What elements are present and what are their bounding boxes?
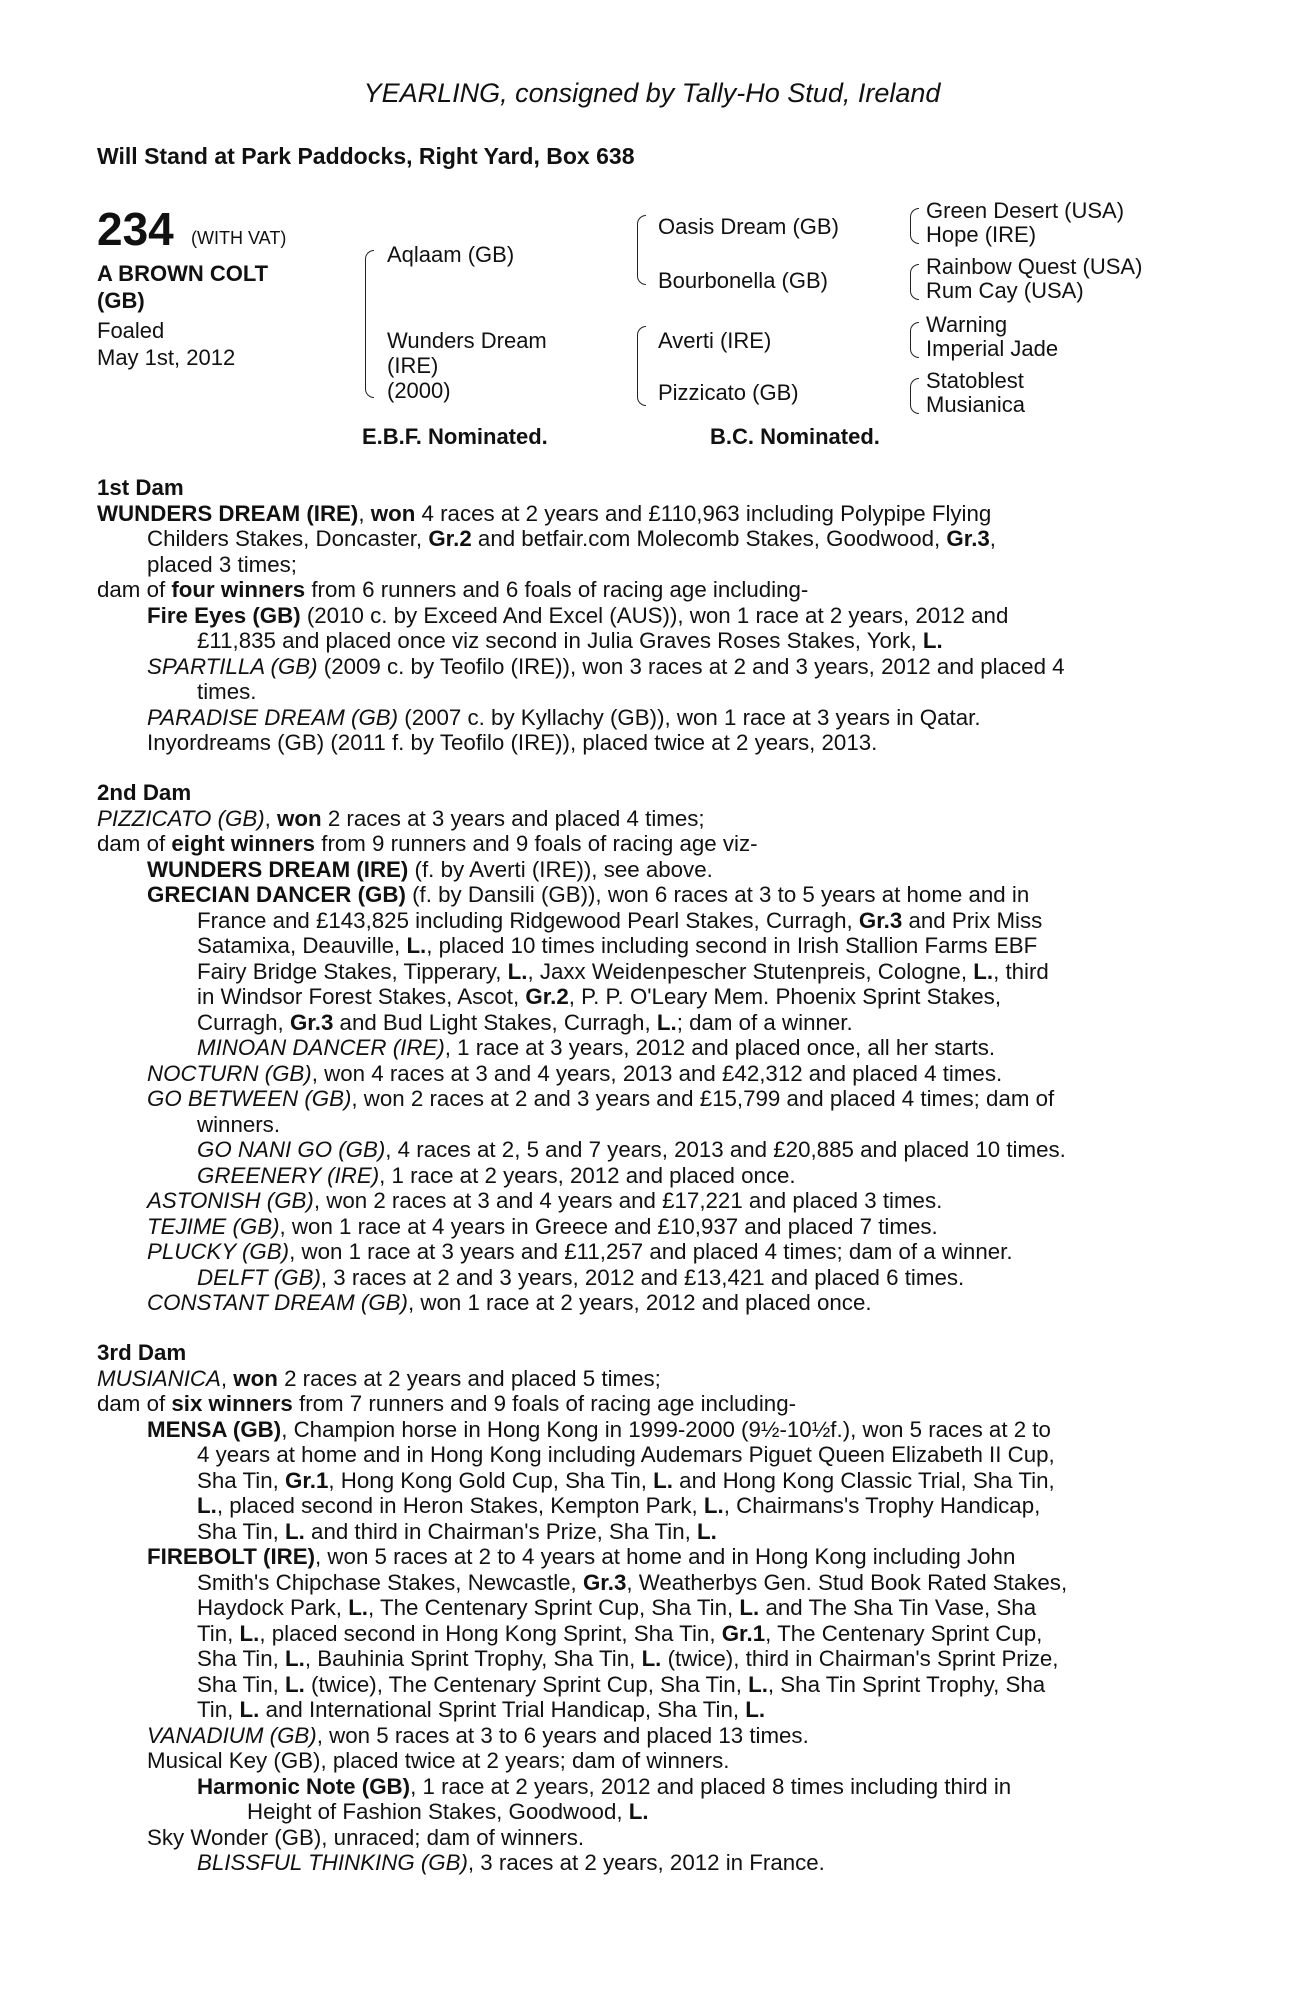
- first-dam-line: PARADISE DREAM (GB) (2007 c. by Kyllachy (GB)), won 1 race at 3 years in Qatar.: [147, 704, 981, 730]
- second-dam-line: ASTONISH (GB), won 2 races at 3 and 4 years and £17,221 and placed 3 times.: [147, 1188, 943, 1213]
- second-dam-line: winners.: [197, 1111, 281, 1137]
- second-dam-line: CONSTANT DREAM (GB), won 1 race at 2 years, 2012 and placed once.: [147, 1290, 872, 1315]
- pedigree-brace-2b: [637, 326, 646, 406]
- stand-location: Will Stand at Park Paddocks, Right Yard, Box 638: [97, 143, 635, 169]
- third-dam-line: Harmonic Note (GB), 1 race at 2 years, 2012 and placed 8 times including third in: [197, 1773, 1012, 1799]
- first-dam-line: SPARTILLA (GB) (2009 c. by Teofilo (IRE)), won 3 races at 2 and 3 years, 2012 and placed 4: [147, 653, 1065, 679]
- pedigree-brace-1: [365, 250, 374, 398]
- second-dam-line: GREENERY (IRE), 1 race at 2 years, 2012 and placed once.: [197, 1162, 796, 1188]
- first-dam-heading: 1st Dam: [97, 475, 184, 500]
- first-dam-line: dam of four winners from 6 runners and 6 foals of racing age including-: [97, 577, 809, 602]
- third-dam-line: Sha Tin, Gr.1, Hong Kong Gold Cup, Sha Tin, L. and Hong Kong Classic Trial, Sha Tin,: [197, 1467, 1055, 1493]
- lot-description: [97, 260, 337, 314]
- lot-description-line2: (GB): [97, 288, 145, 313]
- third-dam-line: Tin, L. and International Sprint Trial Handicap, Sha Tin, L.: [197, 1697, 766, 1722]
- second-dam-line: Satamixa, Deauville, L., placed 10 times including second in Irish Stallion Farms EBF: [197, 933, 1038, 958]
- ds-sire: Warning: [926, 312, 1008, 337]
- lot-description-line1: A BROWN COLT: [97, 261, 269, 286]
- second-dam-line: GO NANI GO (GB), 4 races at 2, 5 and 7 years, 2013 and £20,885 and placed 10 times.: [197, 1137, 1066, 1162]
- third-dam-line: Height of Fashion Stakes, Goodwood, L.: [247, 1799, 649, 1824]
- ss-sire: Green Desert (USA): [926, 198, 1125, 223]
- first-dam-section: [97, 475, 1207, 756]
- ebf-nominated: E.B.F. Nominated.: [362, 424, 548, 449]
- third-dam-line: dam of six winners from 7 runners and 9 foals of racing age including-: [97, 1391, 797, 1416]
- foaled-label: Foaled: [97, 318, 165, 343]
- second-dam-line: TEJIME (GB), won 1 race at 4 years in Greece and £10,937 and placed 7 times.: [147, 1213, 938, 1239]
- pedigree-brace-3b: [910, 264, 919, 300]
- third-dam-line: Musical Key (GB), placed twice at 2 years; dam of winners.: [147, 1748, 730, 1773]
- third-dam-line: 4 years at home and in Hong Kong including Audemars Piguet Queen Elizabeth II Cup,: [197, 1442, 1055, 1467]
- third-dam-line: FIREBOLT (IRE), won 5 races at 2 to 4 years at home and in Hong Kong including John: [147, 1544, 1016, 1569]
- second-dam-line: GO BETWEEN (GB), won 2 races at 2 and 3 years and £15,799 and placed 4 times; dam of: [147, 1086, 1055, 1111]
- third-dam-line: Sha Tin, L. (twice), The Centenary Sprint Cup, Sha Tin, L., Sha Tin Sprint Trophy, Sha: [197, 1671, 1046, 1697]
- foaled-date: [97, 317, 337, 371]
- sire-name: Aqlaam (GB): [387, 242, 515, 267]
- pedigree-brace-2a: [637, 215, 646, 285]
- bc-nominated: B.C. Nominated.: [710, 424, 880, 449]
- third-dam-line: MENSA (GB), Champion horse in Hong Kong in 1999-2000 (9½-10½f.), won 5 races at 2 to: [147, 1416, 1051, 1442]
- pedigree-brace-3a: [910, 208, 919, 244]
- consignor-header: YEARLING, consigned by Tally-Ho Stud, Ireland: [363, 78, 941, 108]
- third-dam-line: Sha Tin, L., Bauhinia Sprint Trophy, Sha Tin, L. (twice), third in Chairman's Sprint Prize,: [197, 1646, 1059, 1671]
- sire-sire: Oasis Dream (GB): [658, 214, 839, 239]
- ss-dam: Hope (IRE): [926, 222, 1037, 247]
- second-dam-line: PIZZICATO (GB), won 2 races at 3 years and placed 4 times;: [97, 805, 705, 831]
- second-dam-line: WUNDERS DREAM (IRE) (f. by Averti (IRE)), see above.: [147, 856, 713, 882]
- first-dam-line: Fire Eyes (GB) (2010 c. by Exceed And Excel (AUS)), won 1 race at 2 years, 2012 and: [147, 602, 1009, 628]
- pedigree-brace-3d: [910, 378, 919, 414]
- sire-dam: Bourbonella (GB): [658, 268, 828, 293]
- second-dam-line: France and £143,825 including Ridgewood Pearl Stakes, Curragh, Gr.3 and Prix Miss: [197, 907, 1043, 933]
- sd-sire: Rainbow Quest (USA): [926, 254, 1143, 279]
- third-dam-line: Sha Tin, L. and third in Chairman's Prize, Sha Tin, L.: [197, 1518, 717, 1544]
- third-dam-line: L., placed second in Heron Stakes, Kempton Park, L., Chairmans's Trophy Handicap,: [197, 1493, 1041, 1518]
- pedigree-block: [97, 200, 1207, 460]
- second-dam-line: NOCTURN (GB), won 4 races at 3 and 4 years, 2013 and £42,312 and placed 4 times.: [147, 1060, 1003, 1086]
- second-dam-section: [97, 780, 1207, 1316]
- third-dam-line: VANADIUM (GB), won 5 races at 3 to 6 years and placed 13 times.: [147, 1722, 809, 1748]
- third-dam-line: BLISSFUL THINKING (GB), 3 races at 2 years, 2012 in France.: [197, 1850, 825, 1875]
- first-dam-line: placed 3 times;: [147, 551, 297, 577]
- second-dam-line: DELFT (GB), 3 races at 2 and 3 years, 2012 and £13,421 and placed 6 times.: [197, 1264, 965, 1290]
- second-dam-heading: 2nd Dam: [97, 780, 192, 805]
- ds-dam: Imperial Jade: [926, 336, 1059, 361]
- second-dam-line: PLUCKY (GB), won 1 race at 3 years and £11,257 and placed 4 times; dam of a winner.: [147, 1239, 1013, 1264]
- first-dam-line: £11,835 and placed once viz second in Julia Graves Roses Stakes, York, L.: [197, 628, 943, 653]
- third-dam-section: [97, 1340, 1207, 1876]
- pedigree-brace-3c: [910, 322, 919, 358]
- third-dam-heading: 3rd Dam: [97, 1340, 187, 1365]
- first-dam-line: times.: [197, 679, 257, 704]
- third-dam-line: Haydock Park, L., The Centenary Sprint Cup, Sha Tin, L. and The Sha Tin Vase, Sha: [197, 1595, 1037, 1620]
- vat-note: (WITH VAT): [191, 228, 287, 248]
- third-dam-line: Tin, L., placed second in Hong Kong Sprint, Sha Tin, Gr.1, The Centenary Sprint Cup,: [197, 1620, 1043, 1646]
- third-dam-line: Sky Wonder (GB), unraced; dam of winners.: [147, 1824, 585, 1850]
- second-dam-line: in Windsor Forest Stakes, Ascot, Gr.2, P. P. O'Leary Mem. Phoenix Sprint Stakes,: [197, 984, 1002, 1009]
- first-dam-line: WUNDERS DREAM (IRE), won 4 races at 2 years and £110,963 including Polypipe Flying: [97, 500, 992, 526]
- third-dam-line: Smith's Chipchase Stakes, Newcastle, Gr.3, Weatherbys Gen. Stud Book Rated Stakes,: [197, 1569, 1068, 1595]
- dd-sire: Statoblest: [926, 368, 1024, 393]
- foaled-value: May 1st, 2012: [97, 345, 236, 370]
- second-dam-line: MINOAN DANCER (IRE), 1 race at 3 years, 2012 and placed once, all her starts.: [197, 1035, 996, 1060]
- second-dam-line: dam of eight winners from 9 runners and 9 foals of racing age viz-: [97, 831, 758, 856]
- third-dam-line: MUSIANICA, won 2 races at 2 years and placed 5 times;: [97, 1365, 661, 1391]
- second-dam-line: GRECIAN DANCER (GB) (f. by Dansili (GB)), won 6 races at 3 to 5 years at home and in: [147, 882, 1030, 907]
- first-dam-line: Childers Stakes, Doncaster, Gr.2 and betfair.com Molecomb Stakes, Goodwood, Gr.3,: [147, 526, 996, 551]
- first-dam-line: Inyordreams (GB) (2011 f. by Teofilo (IRE)), placed twice at 2 years, 2013.: [147, 730, 878, 755]
- lot-number: 234: [97, 203, 174, 255]
- dam-dam: Pizzicato (GB): [658, 380, 799, 405]
- second-dam-line: Curragh, Gr.3 and Bud Light Stakes, Curragh, L.; dam of a winner.: [197, 1009, 853, 1035]
- sd-dam: Rum Cay (USA): [926, 278, 1084, 303]
- dd-dam: Musianica: [926, 392, 1026, 417]
- dam-name: Wunders Dream (IRE) (2000): [387, 328, 547, 403]
- dam-sire: Averti (IRE): [658, 328, 772, 353]
- second-dam-line: Fairy Bridge Stakes, Tipperary, L., Jaxx Weidenpescher Stutenpreis, Cologne, L., third: [197, 958, 1049, 984]
